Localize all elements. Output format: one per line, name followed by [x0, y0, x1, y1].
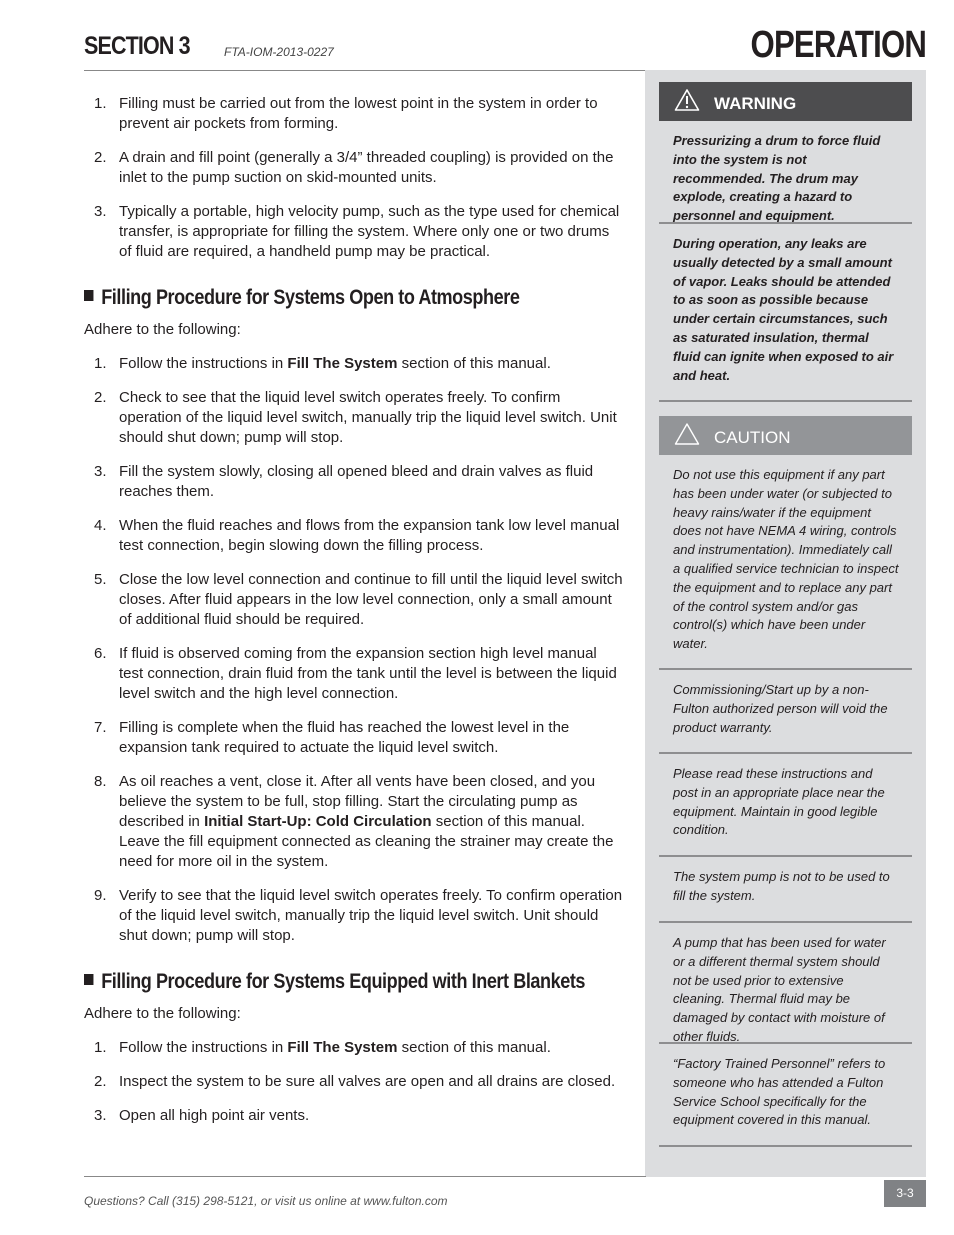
- caution-header: [659, 416, 912, 455]
- square-bullet-icon: [84, 974, 93, 985]
- safety-sidebar: [645, 70, 926, 1177]
- warning-label: WARNING: [714, 94, 797, 113]
- list-item: 3. Typically a portable, high velocity pump, such as the type used for chemical transfer, is appropriate for filling the system. Where only one or two drums of fluid are required, a handheld pump may be practical.: [94, 203, 620, 260]
- divider: [659, 1145, 912, 1147]
- caution-triangle-icon: [674, 422, 700, 446]
- open-atmosphere-steps-list: [84, 354, 624, 946]
- main-content: [84, 94, 624, 1140]
- caution-label: CAUTION: [714, 428, 791, 447]
- divider: [659, 400, 912, 402]
- list-item: 1. Follow the instructions in Fill The System section of this manual.: [94, 355, 551, 372]
- section-heading-open-atmosphere: Filling Procedure for Systems Open to Atmosphere: [84, 288, 548, 308]
- divider: [659, 855, 912, 857]
- list-item: 4. When the fluid reaches and flows from the expansion tank low level manual test connection, begin slowing down the filling process.: [94, 517, 620, 554]
- divider: [659, 752, 912, 754]
- list-item: 2. Check to see that the liquid level switch operates freely. To confirm operation of the liquid level switch, manually trip the liquid level switch. Unit should shut down; pump will stop.: [94, 389, 617, 446]
- warning-note: During operation, any leaks are usually detected by a small amount of vapor. Leaks should be attended to as soon as possible because under certain circumstances, such as saturated insulation, thermal fluid can ignite when exposed to air and heat.: [673, 236, 894, 383]
- page-header: [84, 24, 926, 71]
- document-code: FTA-IOM-2013-0227: [224, 45, 334, 59]
- footer-contact: Questions? Call (315) 298-5121, or visit us online at www.fulton.com: [84, 1194, 448, 1208]
- list-item: 2. Inspect the system to be sure all valves are open and all drains are closed.: [94, 1073, 616, 1090]
- chapter-title: OPERATION: [750, 24, 926, 66]
- list-item: 1. Filling must be carried out from the lowest point in the system in order to prevent air pockets from forming.: [94, 95, 598, 132]
- list-item: 9. Verify to see that the liquid level switch operates freely. To confirm operation of the liquid level switch, manually trip the liquid level switch. Unit should shut down; pump will stop.: [94, 887, 623, 944]
- caution-note: Please read these instructions and post in an appropriate place near the equipment. Maintain in good legible condition.: [673, 766, 885, 838]
- caution-note: Do not use this equipment if any part has been under water (or subjected to heavy rains/water if the equipment does not have NEMA 4 wiring, controls and instrumentation). Immediately call a qualified service technician to inspect the equipment and to replace any part of the control system and/or gas control(s) which have been under water.: [673, 467, 899, 652]
- list-item: 6. If fluid is observed coming from the expansion section high level manual test connection, drain fluid from the tank until the level is between the liquid level switch and the high level connection.: [94, 645, 617, 702]
- adhere-text: Adhere to the following:: [84, 1005, 241, 1022]
- section-heading-inert-blankets: Filling Procedure for Systems Equipped with Inert Blankets: [84, 972, 548, 992]
- warning-triangle-icon: [674, 88, 700, 112]
- divider: [659, 222, 912, 224]
- list-item: 3. Fill the system slowly, closing all opened bleed and drain valves as fluid reaches them.: [94, 463, 594, 500]
- warning-header: [659, 82, 912, 121]
- warning-note: Pressurizing a drum to force fluid into the system is not recommended. The drum may explode, creating a hazard to personnel and equipment.: [673, 133, 881, 224]
- section-label: SECTION 3: [84, 32, 190, 60]
- square-bullet-icon: [84, 290, 93, 301]
- divider: [659, 1042, 912, 1044]
- intro-steps-list: [84, 94, 624, 262]
- page-number: 3-3: [884, 1180, 926, 1207]
- caution-note: A pump that has been used for water or a different thermal system should not be used prior to extensive cleaning. Thermal fluid may be damaged by contact with moisture of other fluids.: [673, 935, 886, 1044]
- caution-note: “Factory Trained Personnel” refers to someone who has attended a Fulton Service School specifically for the equipment covered in this manual.: [673, 1056, 886, 1128]
- list-item: 3. Open all high point air vents.: [94, 1107, 310, 1124]
- footer-divider: [84, 1176, 646, 1177]
- list-item: 2. A drain and fill point (generally a 3/4” threaded coupling) is provided on the inlet to the pump suction on skid-mounted units.: [94, 149, 614, 186]
- inert-blanket-steps-list: [84, 1038, 624, 1126]
- adhere-text: Adhere to the following:: [84, 321, 241, 338]
- list-item: 8. As oil reaches a vent, close it. After all vents have been closed, and you believe the system to be full, stop filling. Start the circulating pump as described in Initial Start-Up: Cold Circulation section of this manual. Leave the fill equipment connected as cleaning the strainer may create the need for more oil in the system.: [94, 773, 614, 870]
- list-item: 1. Follow the instructions in Fill The System section of this manual.: [94, 1039, 551, 1056]
- caution-note: The system pump is not to be used to fill the system.: [673, 869, 890, 903]
- list-item: 7. Filling is complete when the fluid has reached the lowest level in the expansion tank required to actuate the liquid level switch.: [94, 719, 570, 756]
- list-item: 5. Close the low level connection and continue to fill until the liquid level switch closes. After fluid appears in the low level connection, only a small amount of additional fluid should be required.: [94, 571, 623, 628]
- caution-note: Commissioning/Start up by a non-Fulton authorized person will void the product warranty.: [673, 682, 888, 735]
- divider: [659, 668, 912, 670]
- divider: [659, 921, 912, 923]
